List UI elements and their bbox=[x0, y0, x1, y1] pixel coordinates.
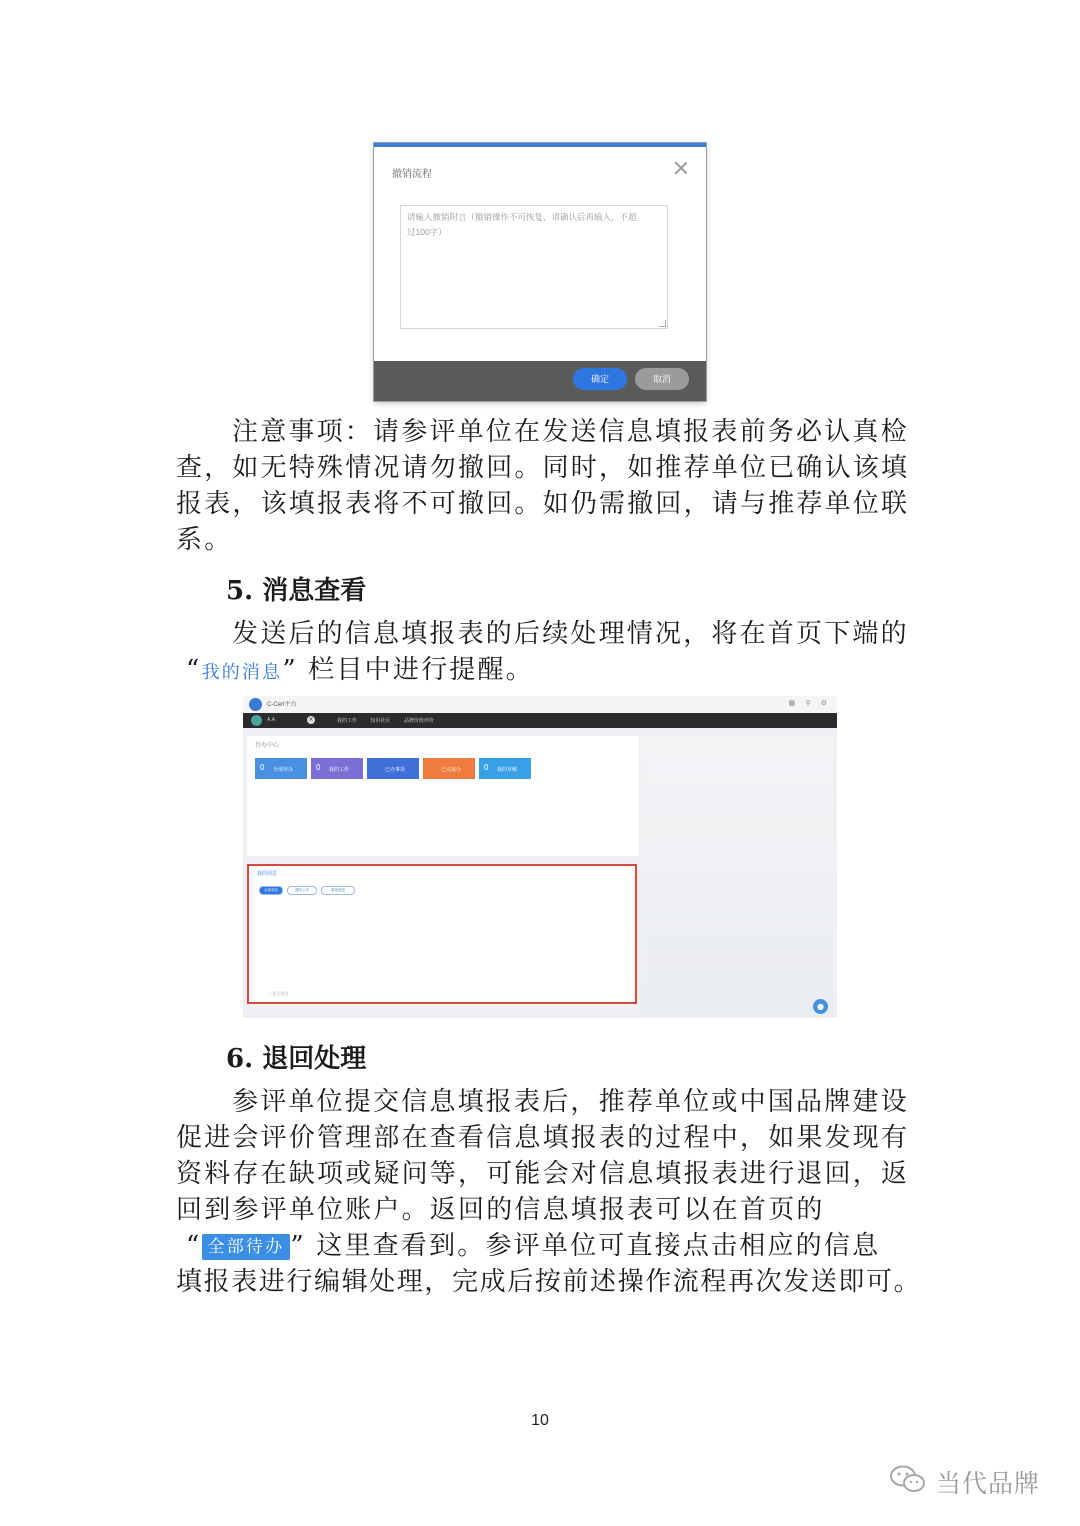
section-6-line-6: 填报表进行编辑处理，完成后按前述操作流程再次发送即可。 bbox=[176, 1267, 922, 1297]
section-6-line-2: 促进会评价管理部在查看信息填报表的过程中，如果发现有 bbox=[176, 1123, 910, 1153]
tile-count: 0 bbox=[260, 763, 265, 772]
wechat-icon bbox=[888, 1464, 928, 1494]
quote-close: ” bbox=[290, 1231, 306, 1261]
section-6-line-1: 参评单位提交信息填报表后，推荐单位或中国品牌建设 bbox=[232, 1087, 909, 1117]
notice-line-3: 报表，该填报表将不可撤回。如仍需撤回，请与推荐单位联 bbox=[176, 489, 910, 519]
section-5-line-1: 发送后的信息填报表的后续处理情况，将在首页下端的 bbox=[232, 619, 909, 649]
confirm-button[interactable]: 确定 bbox=[573, 368, 627, 390]
section-6-line-5-text: 这里查看到。参评单位可直接点击相应的信息 bbox=[316, 1231, 881, 1261]
cancel-button[interactable]: 取消 bbox=[635, 368, 689, 390]
tile-completed[interactable] bbox=[423, 758, 475, 779]
notice-line-2: 查，如无特殊情况请勿撤回。同时，如推荐单位已确认该填 bbox=[176, 453, 910, 483]
tile-label: 我的草稿 bbox=[497, 767, 518, 773]
nav-menu bbox=[337, 717, 446, 724]
section-5-line-2-text: 栏目中进行提醒。 bbox=[308, 655, 534, 685]
section-5-line-2 bbox=[186, 652, 534, 691]
watermark-text: 当代品牌 bbox=[936, 1469, 1041, 1498]
tile-label: 已完成办 bbox=[441, 767, 462, 773]
homepage-screenshot bbox=[243, 696, 837, 1018]
tile-label: 已办事项 bbox=[385, 767, 406, 773]
app-nav-bar bbox=[243, 713, 837, 728]
my-messages-label: 我的消息 bbox=[201, 662, 283, 682]
section-6-line-3: 资料存在缺项或疑问等，可能会对信息填报表进行退回，返 bbox=[176, 1159, 910, 1189]
tile-done[interactable] bbox=[367, 758, 419, 779]
tile-label: 全部待办 bbox=[273, 767, 294, 773]
app-logo-icon bbox=[249, 698, 262, 711]
avatar[interactable] bbox=[251, 715, 262, 726]
nav-item-my-work[interactable]: 我的工作 bbox=[337, 718, 358, 724]
textarea-placeholder-line1: 请输入撤销附言（撤销操作不可恢复，请确认后再输入，不超 bbox=[407, 212, 637, 222]
notice-line-1: 注意事项：请参评单位在发送信息填报表前务必认真检 bbox=[232, 417, 909, 447]
pill-system-messages[interactable]: 系统消息 bbox=[321, 886, 355, 895]
notice-line-4: 系。 bbox=[176, 525, 233, 555]
quote-close: ” bbox=[282, 655, 298, 685]
nav-item-knowledge[interactable]: 知识社区 bbox=[370, 718, 391, 724]
app-title-bar bbox=[243, 696, 837, 713]
tile-count: 0 bbox=[484, 763, 489, 772]
close-icon[interactable]: × bbox=[308, 716, 314, 723]
app-name: C-Cert平台 bbox=[267, 702, 297, 708]
tile-count: 0 bbox=[316, 763, 321, 772]
dialog-footer bbox=[374, 361, 706, 401]
section-6-line-4: 回到参评单位账户。返回的信息填报表可以在首页的 bbox=[176, 1195, 825, 1225]
my-messages-panel bbox=[247, 864, 637, 1004]
pill-all-messages[interactable]: 全部消息 bbox=[259, 886, 283, 895]
quote-open: “ bbox=[186, 1231, 202, 1261]
bell-icon[interactable]: ● bbox=[813, 999, 828, 1014]
dialog-accent-bar bbox=[374, 143, 706, 147]
tile-drafts[interactable] bbox=[479, 758, 531, 779]
todo-panel bbox=[247, 736, 639, 856]
nav-item-brand-eval[interactable]: 品牌价值评价 bbox=[403, 718, 434, 724]
all-todo-chip: 全部待办 bbox=[202, 1234, 291, 1260]
section-5-heading: 5. 消息查看 bbox=[226, 576, 367, 606]
toolbar-icons[interactable]: ▦ ⚲ ⚙ bbox=[788, 699, 831, 707]
watermark bbox=[888, 1462, 1058, 1498]
dialog-title: 撤销流程 bbox=[392, 169, 432, 180]
my-messages-title: 我的消息 bbox=[257, 871, 278, 877]
todo-panel-title: 待办中心 bbox=[255, 743, 280, 749]
pill-notices[interactable]: 通知公告 bbox=[287, 886, 317, 895]
tile-my-work[interactable] bbox=[311, 758, 363, 779]
tile-all-todo[interactable] bbox=[255, 758, 307, 779]
quote-open: “ bbox=[186, 655, 202, 685]
user-name: A.A bbox=[267, 717, 276, 723]
resize-grip-icon[interactable] bbox=[659, 320, 666, 327]
section-6-line-5 bbox=[186, 1228, 880, 1265]
side-panel bbox=[641, 736, 833, 1016]
close-icon[interactable] bbox=[674, 161, 688, 175]
page-number: 10 bbox=[531, 1412, 549, 1429]
textarea-placeholder-line2: 过100字） bbox=[407, 227, 447, 237]
revoke-note-textarea[interactable] bbox=[400, 205, 668, 329]
section-6-heading: 6. 退回处理 bbox=[226, 1044, 367, 1074]
revoke-dialog-screenshot bbox=[374, 143, 706, 401]
tile-label: 我的工作 bbox=[329, 767, 350, 773]
empty-messages-hint: ○ 暂无消息 bbox=[269, 991, 289, 996]
